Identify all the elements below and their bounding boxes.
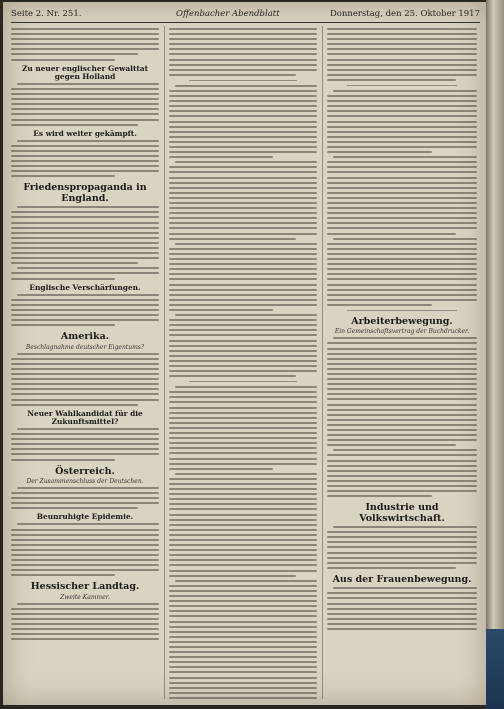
- headline: Beunruhigte Epidemie.: [36, 512, 134, 522]
- binding-spine: [486, 0, 504, 709]
- text-block: [11, 140, 159, 178]
- text-block: [11, 294, 159, 327]
- subheadline: Ein Gemeinschaftsvertrag der Buchdrucker.: [334, 328, 470, 336]
- header-issue: Seite 2. Nr. 251.: [11, 9, 82, 19]
- subheadline: Der Zusammenschluss der Deutschen.: [26, 477, 144, 485]
- header-masthead: Offenbacher Abendblatt: [176, 9, 280, 19]
- headline: Englische Verschärfungen.: [29, 282, 141, 292]
- column-1: [11, 26, 159, 699]
- headline: Arbeiterbewegung.: [351, 315, 453, 327]
- headline: Friedenspropaganda in England.: [23, 182, 147, 204]
- binding-band: [486, 629, 504, 709]
- headline: Zu neuer englischer Gewalttat gegen Holland: [21, 63, 149, 81]
- text-block: [11, 353, 159, 406]
- text-block: [327, 526, 477, 569]
- text-block: [327, 587, 477, 630]
- text-block: [11, 487, 159, 509]
- column-rule: [164, 26, 165, 699]
- text-block: [11, 83, 159, 126]
- headline: Neuer Wahlkandidat für die Zukunftsmittel?: [27, 408, 143, 426]
- text-block: [11, 428, 159, 461]
- headline: Hessischer Landtag.: [30, 581, 140, 593]
- text-block: [11, 523, 159, 576]
- text-block: [11, 206, 159, 279]
- column-rule: [322, 26, 323, 699]
- headline: Amerika.: [60, 331, 110, 343]
- column-2: [169, 26, 317, 699]
- headline: Österreich.: [55, 465, 115, 477]
- subheadline: Zweite Kammer.: [60, 593, 110, 601]
- text-block: [327, 28, 477, 306]
- headline: Es wird weiter gekämpft.: [33, 128, 137, 138]
- column-3: [327, 26, 477, 699]
- text-block: [327, 337, 477, 497]
- page-header: [11, 6, 480, 23]
- newspaper-page: [3, 2, 486, 705]
- header-date: Donnerstag, den 25. Oktober 1917: [329, 9, 480, 19]
- text-block: [11, 603, 159, 641]
- subheadline: Beschlagnahme deutscher Eigentums?: [25, 343, 145, 351]
- headline: Industrie und Volkswirtschaft.: [359, 502, 445, 524]
- text-block: [169, 28, 317, 699]
- text-block: [11, 28, 159, 61]
- headline: Aus der Frauenbewegung.: [332, 573, 472, 585]
